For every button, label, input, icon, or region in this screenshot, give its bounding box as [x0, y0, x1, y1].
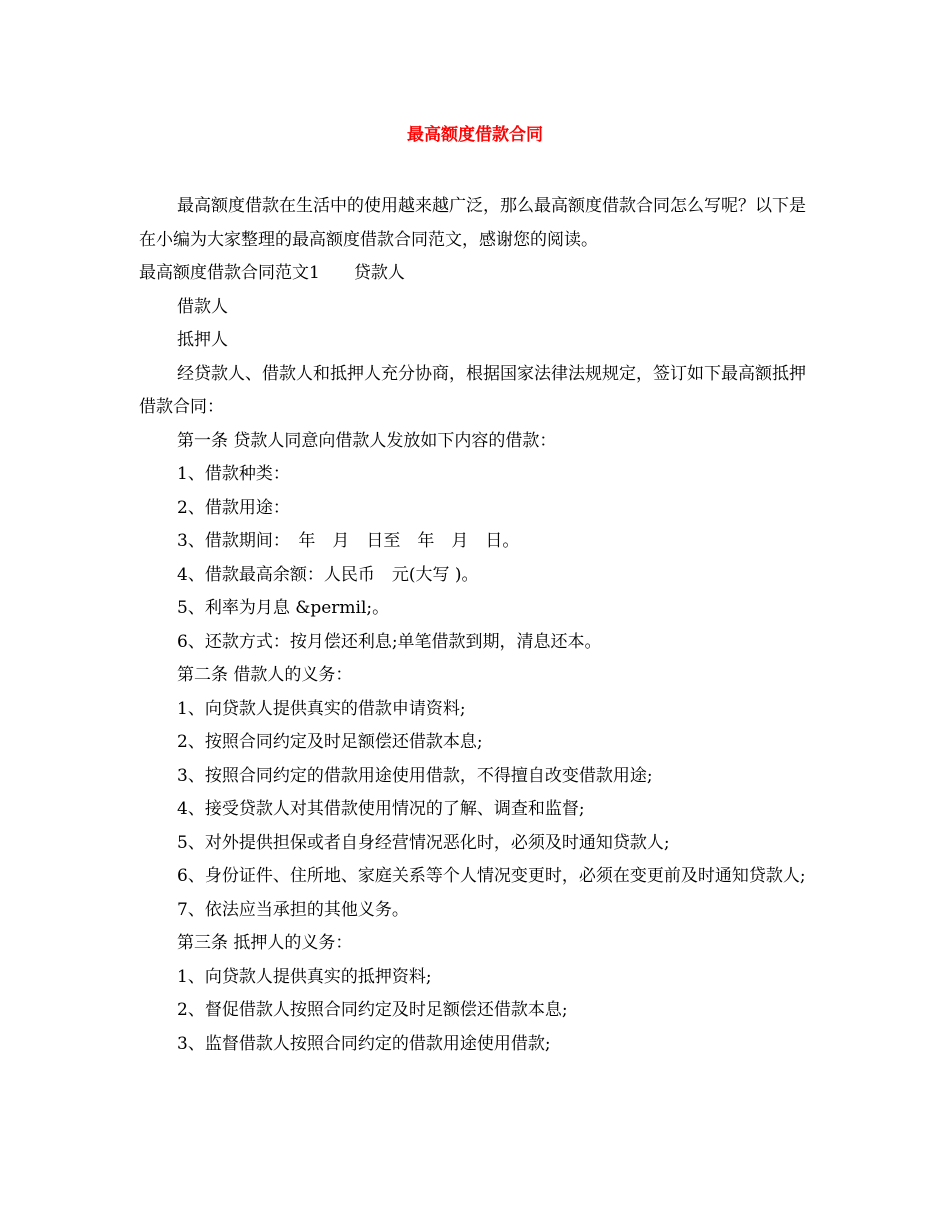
- paragraph: 2、借款用途：: [177, 497, 290, 518]
- paragraph: 最高额度借款在生活中的使用越来越广泛，那么最高额度借款合同怎么写呢？以下是在小编为大家整理的最高额度借款合同范文，感谢您的阅读。: [139, 196, 806, 250]
- paragraph: 4、接受贷款人对其借款使用情况的了解、调查和监督;: [177, 799, 585, 819]
- paragraph: 2、按照合同约定及时足额偿还借款本息;: [177, 732, 483, 752]
- paragraph: 第二条 借款人的义务：: [177, 665, 353, 685]
- paragraph: 5、对外提供担保或者自身经营情况恶化时，必须及时通知贷款人;: [177, 832, 670, 853]
- paragraph: 3、监督借款人按照合同约定的借款用途使用借款;: [177, 1033, 551, 1054]
- paragraph: 5、利率为月息 &permil;。: [177, 598, 390, 618]
- document-title: 最高额度借款合同: [407, 125, 543, 145]
- paragraph: 4、借款最高余额：人民币 元(大写 )。: [177, 564, 479, 585]
- paragraph: 借款人: [177, 296, 228, 317]
- paragraph: 1、向贷款人提供真实的抵押资料;: [177, 966, 432, 987]
- paragraph: 6、还款方式：按月偿还利息;单笔借款到期，清息还本。: [177, 631, 602, 652]
- paragraph: 抵押人: [177, 330, 228, 350]
- paragraph: 7、依法应当承担的其他义务。: [177, 899, 409, 920]
- paragraph: 3、按照合同约定的借款用途使用借款，不得擅自改变借款用途;: [177, 765, 653, 786]
- paragraph: 最高额度借款合同范文1 贷款人: [139, 263, 405, 283]
- paragraph: 1、借款种类：: [177, 464, 290, 484]
- paragraph: 1、向贷款人提供真实的借款申请资料;: [177, 698, 466, 719]
- paragraph: 2、督促借款人按照合同约定及时足额偿还借款本息;: [177, 1000, 568, 1020]
- document-body: [139, 190, 819, 1061]
- paragraph: 6、身份证件、住所地、家庭关系等个人情况变更时，必须在变更前及时通知贷款人;: [177, 866, 806, 886]
- paragraph: 第三条 抵押人的义务：: [177, 933, 353, 953]
- paragraph: 第一条 贷款人同意向借款人发放如下内容的借款：: [177, 430, 557, 451]
- paragraph: 经贷款人、借款人和抵押人充分协商，根据国家法律法规规定，签订如下最高额抵押借款合同：: [139, 363, 806, 417]
- paragraph: 3、借款期间： 年 月 日至 年 月 日。: [177, 531, 520, 551]
